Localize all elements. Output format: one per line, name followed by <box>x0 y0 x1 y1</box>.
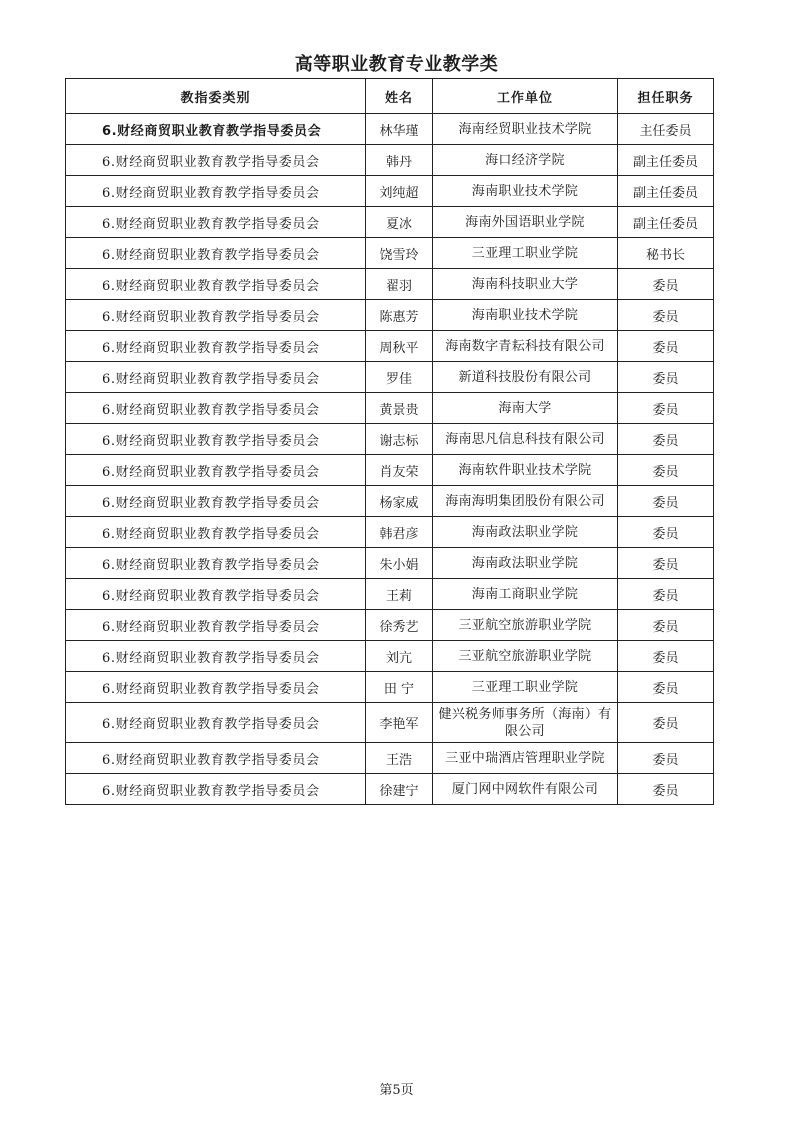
cell-unit: 三亚理工职业学院 <box>433 672 618 703</box>
cell-category: 6.财经商贸职业教育教学指导委员会 <box>66 703 366 743</box>
cell-unit: 海南工商职业学院 <box>433 579 618 610</box>
table-row <box>66 517 714 548</box>
cell-category: 6.财经商贸职业教育教学指导委员会 <box>66 610 366 641</box>
table-header-row <box>66 79 714 114</box>
cell-unit: 海南海明集团股份有限公司 <box>433 486 618 517</box>
page-number: 第5页 <box>379 1083 414 1098</box>
cell-position: 委员 <box>618 300 714 331</box>
header-position: 担任职务 <box>618 79 714 114</box>
cell-unit: 海南软件职业技术学院 <box>433 455 618 486</box>
table-row <box>66 641 714 672</box>
cell-category: 6.财经商贸职业教育教学指导委员会 <box>66 486 366 517</box>
cell-position: 委员 <box>618 774 714 805</box>
cell-category: 6.财经商贸职业教育教学指导委员会 <box>66 424 366 455</box>
cell-position: 副主任委员 <box>618 207 714 238</box>
cell-name: 夏冰 <box>366 207 433 238</box>
cell-position: 委员 <box>618 486 714 517</box>
table-row <box>66 145 714 176</box>
cell-position: 委员 <box>618 548 714 579</box>
cell-unit: 海南经贸职业技术学院 <box>433 114 618 145</box>
cell-name: 王浩 <box>366 743 433 774</box>
cell-name: 杨家威 <box>366 486 433 517</box>
cell-position: 委员 <box>618 672 714 703</box>
header-category: 教指委类别 <box>66 79 366 114</box>
page-title: 高等职业教育专业教学类 <box>294 54 499 75</box>
table-row <box>66 610 714 641</box>
cell-position: 委员 <box>618 424 714 455</box>
cell-position: 委员 <box>618 455 714 486</box>
table-row <box>66 238 714 269</box>
cell-name: 黄景贵 <box>366 393 433 424</box>
cell-name: 李艳军 <box>366 703 433 743</box>
cell-category: 6.财经商贸职业教育教学指导委员会 <box>66 517 366 548</box>
cell-unit: 海南大学 <box>433 393 618 424</box>
cell-position: 副主任委员 <box>618 145 714 176</box>
cell-name: 韩君彦 <box>366 517 433 548</box>
header-name: 姓名 <box>366 79 433 114</box>
cell-category: 6.财经商贸职业教育教学指导委员会 <box>66 269 366 300</box>
cell-category: 6.财经商贸职业教育教学指导委员会 <box>66 455 366 486</box>
cell-category: 6.财经商贸职业教育教学指导委员会 <box>66 362 366 393</box>
table-row <box>66 114 714 145</box>
cell-name: 刘纯超 <box>366 176 433 207</box>
cell-unit: 三亚航空旅游职业学院 <box>433 610 618 641</box>
cell-name: 徐秀艺 <box>366 610 433 641</box>
cell-unit: 海南外国语职业学院 <box>433 207 618 238</box>
cell-category: 6.财经商贸职业教育教学指导委员会 <box>66 331 366 362</box>
table-row <box>66 207 714 238</box>
cell-position: 委员 <box>618 610 714 641</box>
committee-roster-table <box>65 78 714 805</box>
cell-name: 罗佳 <box>366 362 433 393</box>
cell-position: 委员 <box>618 703 714 743</box>
table-row <box>66 331 714 362</box>
cell-name: 周秋平 <box>366 331 433 362</box>
cell-unit: 海南政法职业学院 <box>433 517 618 548</box>
cell-category: 6.财经商贸职业教育教学指导委员会 <box>66 300 366 331</box>
cell-category: 6.财经商贸职业教育教学指导委员会 <box>66 548 366 579</box>
cell-unit: 海南职业技术学院 <box>433 300 618 331</box>
table-row <box>66 486 714 517</box>
cell-name: 陈惠芳 <box>366 300 433 331</box>
cell-category: 6.财经商贸职业教育教学指导委员会 <box>66 176 366 207</box>
cell-position: 委员 <box>618 362 714 393</box>
table-row <box>66 774 714 805</box>
cell-position: 主任委员 <box>618 114 714 145</box>
cell-unit: 海南科技职业大学 <box>433 269 618 300</box>
table-row <box>66 269 714 300</box>
cell-position: 委员 <box>618 641 714 672</box>
cell-position: 委员 <box>618 331 714 362</box>
header-unit: 工作单位 <box>433 79 618 114</box>
cell-unit: 厦门网中网软件有限公司 <box>433 774 618 805</box>
table-row <box>66 743 714 774</box>
cell-position: 委员 <box>618 579 714 610</box>
cell-name: 朱小娟 <box>366 548 433 579</box>
table-row <box>66 703 714 743</box>
cell-name: 刘亢 <box>366 641 433 672</box>
cell-category: 6.财经商贸职业教育教学指导委员会 <box>66 393 366 424</box>
table-body <box>66 114 714 805</box>
table-row <box>66 424 714 455</box>
cell-category: 6.财经商贸职业教育教学指导委员会 <box>66 114 366 145</box>
cell-category: 6.财经商贸职业教育教学指导委员会 <box>66 238 366 269</box>
cell-category: 6.财经商贸职业教育教学指导委员会 <box>66 641 366 672</box>
table-row <box>66 176 714 207</box>
cell-position: 副主任委员 <box>618 176 714 207</box>
table-row <box>66 455 714 486</box>
cell-category: 6.财经商贸职业教育教学指导委员会 <box>66 579 366 610</box>
cell-name: 田 宁 <box>366 672 433 703</box>
cell-unit: 新道科技股份有限公司 <box>433 362 618 393</box>
cell-unit: 海南思凡信息科技有限公司 <box>433 424 618 455</box>
cell-name: 肖友荣 <box>366 455 433 486</box>
table-row <box>66 362 714 393</box>
cell-position: 委员 <box>618 517 714 548</box>
cell-position: 委员 <box>618 393 714 424</box>
cell-unit: 三亚航空旅游职业学院 <box>433 641 618 672</box>
cell-category: 6.财经商贸职业教育教学指导委员会 <box>66 207 366 238</box>
table-row <box>66 548 714 579</box>
cell-unit: 海南职业技术学院 <box>433 176 618 207</box>
cell-name: 翟羽 <box>366 269 433 300</box>
cell-name: 饶雪玲 <box>366 238 433 269</box>
cell-category: 6.财经商贸职业教育教学指导委员会 <box>66 672 366 703</box>
cell-name: 徐建宁 <box>366 774 433 805</box>
table-row <box>66 672 714 703</box>
cell-category: 6.财经商贸职业教育教学指导委员会 <box>66 145 366 176</box>
cell-name: 韩丹 <box>366 145 433 176</box>
table-row <box>66 393 714 424</box>
cell-unit: 三亚理工职业学院 <box>433 238 618 269</box>
cell-name: 谢志标 <box>366 424 433 455</box>
cell-unit: 三亚中瑞酒店管理职业学院 <box>433 743 618 774</box>
cell-category: 6.财经商贸职业教育教学指导委员会 <box>66 743 366 774</box>
cell-name: 王莉 <box>366 579 433 610</box>
cell-unit: 海南数字青耘科技有限公司 <box>433 331 618 362</box>
table-row <box>66 300 714 331</box>
cell-name: 林华瑾 <box>366 114 433 145</box>
cell-category: 6.财经商贸职业教育教学指导委员会 <box>66 774 366 805</box>
cell-unit: 海南政法职业学院 <box>433 548 618 579</box>
cell-position: 委员 <box>618 269 714 300</box>
cell-unit: 海口经济学院 <box>433 145 618 176</box>
cell-position: 委员 <box>618 743 714 774</box>
cell-position: 秘书长 <box>618 238 714 269</box>
cell-unit: 健兴税务师事务所（海南）有限公司 <box>433 703 618 743</box>
table-row <box>66 579 714 610</box>
